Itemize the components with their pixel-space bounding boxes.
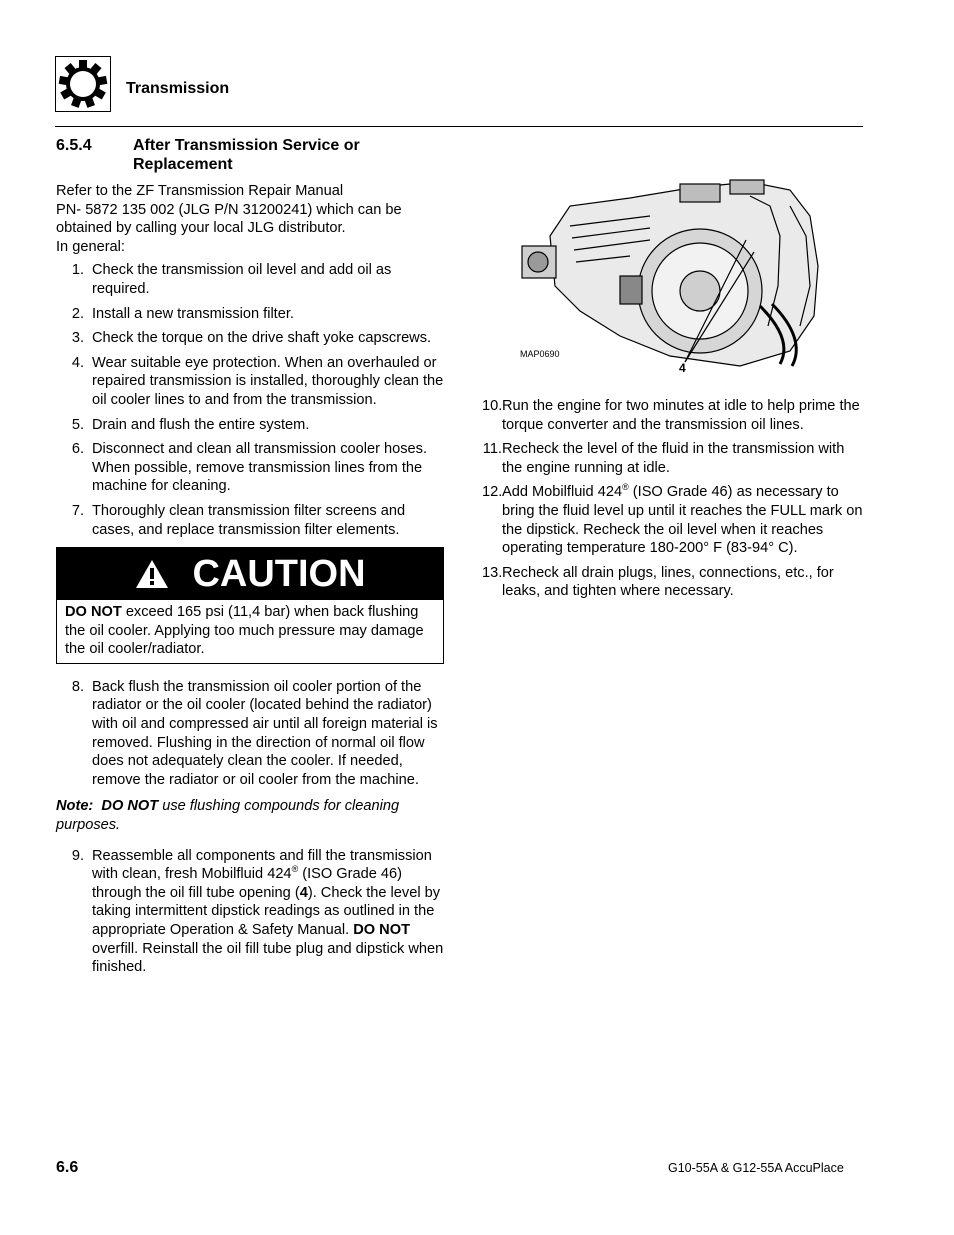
caution-box [56,547,444,664]
transmission-figure [510,176,830,376]
section-name: Transmission [126,80,230,97]
list-item-text: Wear suitable eye protection. When an overhauled or repaired transmission is installed, thoroughly clean the oil cooler lines to and from the transmission. [92,354,444,408]
list-item: 6. Disconnect and clean all transmission cooler hoses. When possible, remove transmission lines from the machine for cleaning. [56,440,448,496]
note: Note: DO NOT use flushing compounds for cleaning purposes. [56,798,400,834]
list-item: 12. Add Mobilfluid 424® (ISO Grade 46) as necessary to bring the fluid level up until it reaches the FULL mark on the dipstick. Recheck the oil level when it reaches operating temperature 180-200° F (83-94° C). [482,482,863,557]
list-item: 3. Check the torque on the drive shaft yoke capscrews. [56,329,448,348]
left-column [56,182,448,983]
list-item: 8. Back flush the transmission oil cooler portion of the radiator or the oil cooler (located behind the radiator) with oil and compressed air until all foreign material is removed. Flushing in the direction of normal oil flow does not adequately clean the cooler. If needed, remove the radiator or oil cooler from the machine. [71,678,438,788]
list-item: 10. Run the engine for two minutes at idle to help prime the torque converter and the transmission oil lines. [474,397,866,434]
section-icon-box [55,56,111,112]
page-number: 6.6 [56,1159,79,1176]
list-item-text: Check the transmission oil level and add oil as required. [92,262,392,297]
right-column [474,397,866,607]
list-item: 2. Install a new transmission filter. [56,305,448,324]
list-item-text: Disconnect and clean all transmission cooler hoses. When possible, remove transmission lines from the machine for cleaning. [92,441,428,495]
footer-model: G10-55A & G12-55A AccuPlace [668,1161,844,1175]
caution-body: DO NOT exceed 165 psi (11,4 bar) when back flushing the oil cooler. Applying too much pressure may damage the oil cooler/radiator. [65,604,424,658]
list-item-text: Run the engine for two minutes at idle to help prime the torque converter and the transmission oil lines. [502,398,860,433]
list-item: 9. Reassemble all components and fill the transmission with clean, fresh Mobilfluid 424® (ISO Grade 46) through the oil fill tube opening (4). Check the level by taking intermittent dipstick readings as outlined in the appropriate Operation & Safety Manual. DO NOT overfill. Reinstall the oil fill tube plug and dipstick when finished. [71,847,444,976]
steps-list-b [474,397,866,477]
list-item-text: Thoroughly clean transmission filter screens and cases, and replace transmission filter elements. [92,502,406,538]
header-rule [55,126,863,127]
list-item: 1. Check the transmission oil level and add oil as required. [56,261,448,298]
caution-title: CAUTION [192,552,366,595]
list-item-text: Check the torque on the drive shaft yoke capscrews. [92,330,432,347]
section-heading [56,136,456,176]
list-item-text: Install a new transmission filter. [92,305,294,322]
caution-banner [57,548,443,600]
heading-number: 6.5.4 [56,137,92,154]
transmission-illustration [510,176,830,376]
warning-triangle-icon [134,558,170,590]
list-item: 13. Recheck all drain plugs, lines, connections, etc., for leaks, and tighten where necessary. [482,564,834,600]
figure-code: MAP0690 [520,349,560,359]
list-item-text: Drain and flush the entire system. [92,416,310,433]
heading-title-line2: Replacement [133,156,233,173]
list-item-text: Recheck the level of the fluid in the transmission with the engine running at idle. [502,441,845,476]
figure-callout: 4 [679,361,686,375]
list-item: 4. Wear suitable eye protection. When an overhauled or repaired transmission is installed, thoroughly clean the oil cooler lines to and from the transmission. [56,354,448,410]
heading-title-line1: After Transmission Service or [133,137,360,154]
list-item: 7. Thoroughly clean transmission filter screens and cases, and replace transmission filter elements. [56,502,448,539]
gear-icon [58,59,108,109]
list-item: 5. Drain and flush the entire system. [56,416,448,435]
intro-paragraph: Refer to the ZF Transmission Repair Manual PN- 5872 135 002 (JLG P/N 31200241) which can be obtained by calling your local JLG distributor. In general: [56,183,402,255]
list-item: 11. Recheck the level of the fluid in the transmission with the engine running at idle. [474,440,866,477]
steps-list-a [56,261,448,539]
